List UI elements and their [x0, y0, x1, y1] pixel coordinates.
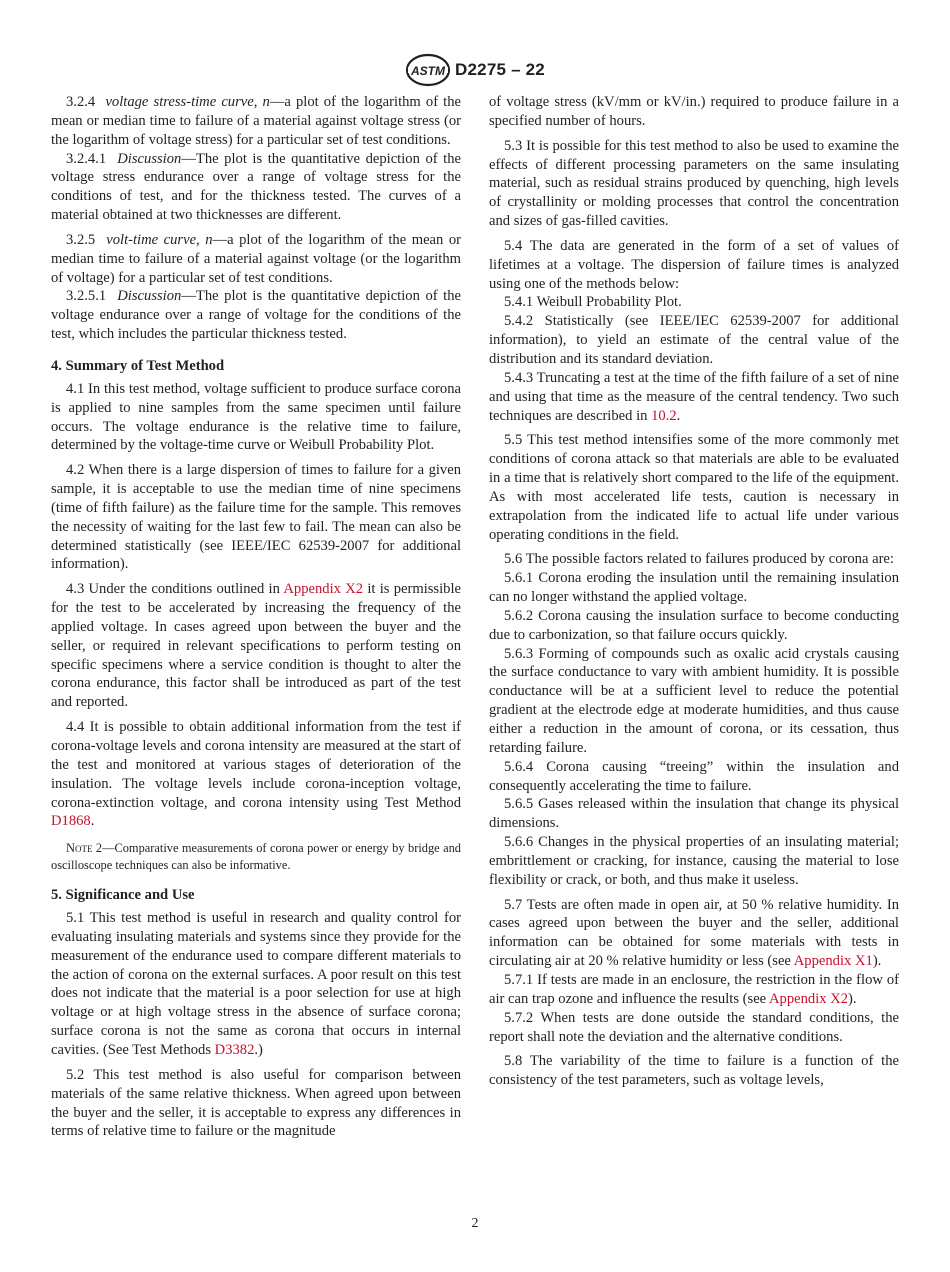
document-designation: D2275 – 22: [455, 60, 545, 79]
paragraph-3-2-4-1: 3.2.4.1 Discussion—The plot is the quantitative depiction of the voltage stress endurance over a range of voltage stress for the conditions of test, and for the thickness tested. The curves of a material obtained at two thicknesses are different.: [51, 150, 461, 224]
astm-logo-icon: [405, 53, 451, 87]
paragraph-3-2-4: 3.2.4 voltage stress-time curve, n—a plot of the logarithm of the mean or median time to failure of a material against voltage stress (or the logarithm of voltage stress) for a particular set of test conditions.: [51, 94, 461, 148]
paragraph-5-6-4: 5.6.4 Corona causing “treeing” within the insulation and consequently accelerating the time to failure.: [489, 758, 899, 794]
d1868-link[interactable]: D1868: [51, 813, 91, 830]
note-2: Note 2—Comparative measurements of corona power or energy by bridge and oscilloscope techniques can also be informative.: [51, 841, 461, 872]
paragraph-3-2-5: 3.2.5 volt-time curve, n—a plot of the logarithm of the mean or median time to failure of a material against voltage (or the logarithm of voltage) for a particular set of test conditions.: [51, 231, 461, 286]
section-4-heading: 4. Summary of Test Method: [51, 357, 225, 374]
paragraph-5-6: 5.6 The possible factors related to failures produced by corona are:: [504, 551, 894, 568]
paragraph-5-8: 5.8 The variability of the time to failure is a function of the consistency of the test parameters, such as voltage levels,: [489, 1053, 899, 1089]
paragraph-5-6-3: 5.6.3 Forming of compounds such as oxalic acid crystals causing the surface conductance to vary with ambient humidity. It is possible conductance will be at a sufficient level to reduce the potential gradient at the electrode edge at moderate humidities, and thus cause either a reduction in the amount of corona, or its cessation, thus retarding failure.: [489, 645, 899, 756]
paragraph-5-2: 5.2 This test method is also useful for comparison between materials of the same relative thickness. When agreed upon between the buyer and the seller, it is acceptable to express any differences in terms of relative time to failure or the magnitude: [51, 1066, 461, 1140]
page-header: [0, 52, 950, 88]
paragraph-5-4-3: 5.4.3 Truncating a test at the time of the fifth failure of a set of nine and using that time as the measure of the central tendency. Two such techniques are described in 10.2.: [489, 369, 899, 424]
paragraph-5-5: 5.5 This test method intensifies some of the more commonly met conditions of corona attack so that materials are able to be evaluated in a time that is relatively short compared to the life of the equipment. As with most accelerated life tests, caution is necessary in extrapolation from the indicated life to actual life under various operating conditions in the field.: [489, 432, 899, 543]
paragraph-5-3: 5.3 It is possible for this test method to also be used to examine the effects of different processing parameters on the same insulating material, such as residual strains produced by quenching, high levels of crystallinity or molding processes that control the concentration and sizes of gas-filled cavities.: [489, 137, 899, 230]
paragraph-5-4: 5.4 The data are generated in the form of a set of values of lifetimes at a voltage. The dispersion of failure times is analyzed using one of the methods below:: [489, 237, 899, 292]
paragraph-4-1: 4.1 In this test method, voltage sufficient to produce surface corona is applied to nine samples from the same specimen until failure occurs. The voltage endurance is the relative time to failure, determined by the voltage-time curve or Weibull Probability Plot.: [51, 380, 461, 454]
paragraph-5-4-1: 5.4.1 Weibull Probability Plot.: [504, 294, 682, 311]
paragraph-5-7-2: 5.7.2 When tests are done outside the standard conditions, the report shall note the deviation and the alternative conditions.: [489, 1009, 899, 1045]
paragraph-3-2-5-1: 3.2.5.1 Discussion—The plot is the quantitative depiction of the voltage endurance over a range of voltage for the conditions of the test, which includes the particular thickness tested.: [51, 288, 461, 343]
paragraph-5-7-1: 5.7.1 If tests are made in an enclosure, the restriction in the flow of air can trap ozone and influence the results (see Appendix X2).: [489, 971, 899, 1007]
paragraph-5-6-6: 5.6.6 Changes in the physical properties of an insulating material; embrittlement or cracking, for instance, causing the material to lose flexibility or crack, or both, and thus make it useless.: [489, 834, 899, 888]
paragraph-5-6-1: 5.6.1 Corona eroding the insulation until the remaining insulation can no longer withstand the applied voltage.: [489, 570, 899, 606]
appendix-x2-link[interactable]: Appendix X2: [283, 581, 364, 598]
paragraph-4-3: 4.3 Under the conditions outlined in Appendix X2 it is permissible for the test to be accelerated by increasing the frequency of the applied voltage. In cases agreed upon between the buyer and the seller, or required in relevant specifications to perform testing on specific specimens where a service condition is thought to alter the corona endurance, this factor shall be introduced as part of the test and reported.: [51, 581, 461, 711]
paragraph-5-7: 5.7 Tests are often made in open air, at 50 % relative humidity. In cases agreed upon between the buyer and the seller, additional information can be obtained for some materials with tests in circulating air at 20 % relative humidity or less (see Appendix X1).: [489, 896, 899, 970]
paragraph-5-6-5: 5.6.5 Gases released within the insulation that change its physical dimensions.: [489, 796, 899, 832]
section-5-heading: 5. Significance and Use: [51, 887, 195, 904]
d3382-link[interactable]: D3382: [214, 1041, 255, 1058]
appendix-x1-link[interactable]: Appendix X1: [793, 953, 873, 970]
section-10-2-link[interactable]: 10.2: [651, 407, 677, 424]
page-number: 2: [471, 1216, 479, 1231]
paragraph-4-4: 4.4 It is possible to obtain additional information from the test if corona-voltage levels and corona intensity are measured at the start of the test and monitored at various stages of deterioration of the insulation. The voltage levels include corona-inception voltage, corona-extinction voltage, and corona intensity using Test Method D1868.: [51, 719, 461, 830]
appendix-x2-link[interactable]: Appendix X2: [769, 990, 849, 1007]
paragraph-5-2-continued: of voltage stress (kV/mm or kV/in.) required to produce failure in a specified number of hours.: [489, 94, 899, 129]
paragraph-5-4-2: 5.4.2 Statistically (see IEEE/IEC 62539-2007 for additional information), to yield an estimate of the central value of the distribution and its standard deviation.: [489, 313, 899, 367]
paragraph-5-1: 5.1 This test method is useful in research and quality control for evaluating insulating materials and systems since they provide for the measurement of the endurance used to compare different materials to the action of corona on the external surfaces. A poor result on this test does not indicate that the material is a poor selection for use at high voltage or at high voltage stress in the absence of surface corona; surface corona is not the same as corona that occurs in internal cavities. (See Test Methods D3382.): [51, 910, 461, 1058]
left-column: [51, 93, 461, 1141]
svg-text:ASTM: ASTM: [411, 64, 446, 78]
paragraph-4-2: 4.2 When there is a large dispersion of times to failure for a given sample, it is acceptable to use the median time of nine specimens (time of fifth failure) as the failure time for the sample. This removes the necessity of waiting for the last few to fail. The mean can also be determined statistically (see IEEE/IEC 62539-2007 for additional information).: [51, 462, 461, 573]
paragraph-5-6-2: 5.6.2 Corona causing the insulation surface to become conducting due to carbonization, so that failure occurs quickly.: [489, 607, 899, 643]
right-column: [489, 93, 899, 1090]
